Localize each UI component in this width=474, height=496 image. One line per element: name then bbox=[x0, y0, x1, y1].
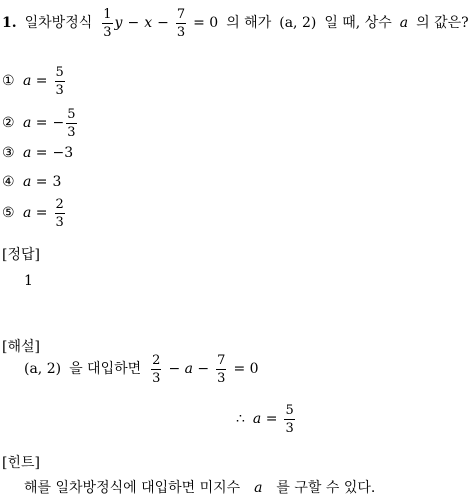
therefore-symbol: ∴ bbox=[236, 411, 245, 427]
choice-sign: − bbox=[52, 115, 65, 131]
hint-label: [힌트] bbox=[2, 455, 40, 471]
choice-lhs: a = bbox=[23, 115, 48, 131]
choice-marker: ③ bbox=[2, 145, 15, 161]
choice-marker: ④ bbox=[2, 174, 15, 190]
question-var-a: a bbox=[399, 15, 409, 31]
explanation-text: 을 대입하면 bbox=[69, 361, 142, 377]
explanation-eq-zero: = 0 bbox=[233, 361, 259, 377]
result-fraction: $\frac{5}{3}$ bbox=[285, 402, 294, 436]
question-point: (a, 2) bbox=[279, 15, 317, 31]
choice-lhs: a = bbox=[23, 205, 48, 221]
explanation-minus-a: − a − bbox=[168, 361, 210, 377]
result-lhs: a = bbox=[252, 411, 278, 427]
question-equation: $\frac{1}{3}$ y − x − $\frac{7}{3}$ = 0 bbox=[103, 6, 219, 40]
choice-fraction: $\frac{2}{3}$ bbox=[55, 196, 64, 230]
choice-value: −3 bbox=[52, 145, 74, 161]
question bbox=[2, 8, 469, 38]
question-text-pre: 일차방정식 bbox=[24, 15, 93, 31]
answer-label: [정답] bbox=[2, 247, 40, 263]
explanation-label: [해설] bbox=[2, 339, 40, 355]
answer-value: 1 bbox=[24, 273, 33, 289]
choice-1[interactable] bbox=[2, 64, 67, 98]
question-text-end: 의 값은? bbox=[416, 15, 469, 31]
question-number: 1. bbox=[2, 15, 17, 31]
question-text-mid: 의 해가 bbox=[226, 15, 272, 31]
choice-2[interactable] bbox=[2, 106, 79, 140]
choice-marker: ⑤ bbox=[2, 205, 15, 221]
choice-lhs: a = bbox=[23, 73, 48, 89]
choice-marker: ① bbox=[2, 73, 15, 89]
fraction-two-thirds: $\frac{2}{3}$ bbox=[152, 352, 161, 386]
explanation-result bbox=[236, 402, 297, 436]
choice-fraction: $\frac{5}{3}$ bbox=[67, 106, 76, 140]
choice-3[interactable] bbox=[2, 144, 73, 162]
choice-value: 3 bbox=[52, 174, 62, 190]
explanation-point: (a, 2) bbox=[24, 361, 62, 377]
question-text-post: 일 때, 상수 bbox=[324, 15, 392, 31]
explanation-line-1 bbox=[24, 352, 259, 386]
fraction-seven-thirds: $\frac{7}{3}$ bbox=[176, 6, 186, 40]
choice-lhs: a = bbox=[23, 145, 48, 161]
fraction-seven-thirds: $\frac{7}{3}$ bbox=[217, 352, 226, 386]
hint-var-a: a bbox=[254, 480, 263, 496]
choice-5[interactable] bbox=[2, 196, 67, 230]
choice-lhs: a = bbox=[23, 174, 48, 190]
hint-text: 해를 일차방정식에 대입하면 미지수 a 를 구할 수 있다. bbox=[24, 480, 376, 496]
choice-marker: ② bbox=[2, 115, 15, 131]
fraction-one-third: $\frac{1}{3}$ bbox=[103, 6, 112, 40]
choice-4[interactable] bbox=[2, 173, 61, 191]
choice-fraction: $\frac{5}{3}$ bbox=[55, 64, 64, 98]
